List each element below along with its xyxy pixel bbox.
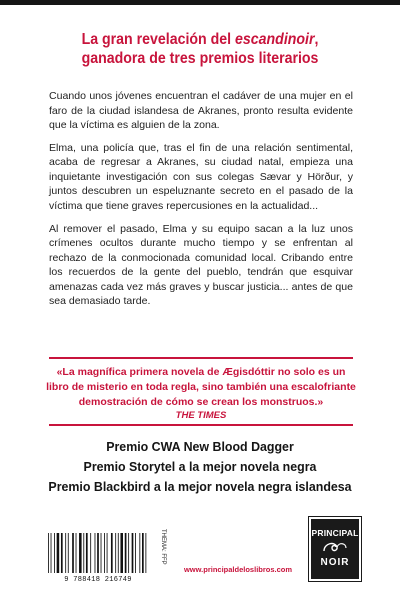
- isbn-barcode: [44, 533, 152, 583]
- press-quote: [44, 365, 358, 424]
- award-item: Premio Blackbird a la mejor novela negra islandesa: [48, 479, 352, 494]
- headline-text-before: La gran revelación del: [81, 31, 236, 48]
- synopsis: [49, 89, 353, 317]
- quote-text: «La magnífica primera novela de Ægisdóttir no solo es un libro de misterio en toda regla, sino también una escalofriante demostración de cómo se crean los monstruos.»: [46, 366, 356, 408]
- thema-code: THEMA: FFP: [160, 529, 166, 565]
- publisher-website-link[interactable]: www.principaldeloslibros.com: [183, 565, 293, 574]
- isbn-digits: 9 788418 216749: [64, 576, 132, 584]
- quote-divider-bottom: [49, 424, 353, 426]
- logo-word-principal: PRINCIPAL: [311, 528, 359, 538]
- logo-word-noir: NOIR: [320, 557, 350, 568]
- logo-swirl-icon: [321, 539, 349, 555]
- headline-line-2: ganadora de tres premios literarios: [81, 50, 319, 67]
- quote-divider-top: [49, 357, 353, 359]
- top-border-bar: [0, 0, 400, 5]
- barcode-bars: [44, 533, 152, 575]
- synopsis-paragraph: Al remover el pasado, Elma y su equipo sacan a la luz unos crímenes ocultos durante mucho tiempo y se enfrentan al rechazo de la conmocionada comunidad local. Cribando entre los recuerdos de la gente del pueblo, tendrán que esquivar amenazas cada vez más graves y buscar justicia... antes de que sea demasiado tarde.: [49, 222, 353, 308]
- headline-emphasis: escandinoir: [235, 31, 315, 48]
- award-item: Premio CWA New Blood Dagger: [106, 439, 294, 454]
- headline-text-after: ,: [314, 31, 319, 48]
- awards-list: [40, 437, 360, 497]
- headline-line-1: [36, 30, 364, 49]
- synopsis-paragraph: Elma, una policía que, tras el fin de una relación sentimental, acaba de regresar a Akranes, su ciudad natal, empieza una inquietante investigación con sus colegas Sævar y Hörður, y juntos descubren un espeluznante secreto en el pasado de la víctima que tiene graves repercusiones en la actualidad...: [49, 141, 353, 213]
- synopsis-paragraph: Cuando unos jóvenes encuentran el cadáver de una mujer en el faro de la ciudad islandesa de Akranes, pronto resulta evidente que la víctima es alguien de la zona.: [49, 90, 353, 132]
- publisher-logo: [309, 517, 361, 581]
- award-item: Premio Storytel a la mejor novela negra: [83, 459, 317, 474]
- headline: [36, 30, 364, 68]
- quote-source: THE TIMES: [175, 410, 227, 422]
